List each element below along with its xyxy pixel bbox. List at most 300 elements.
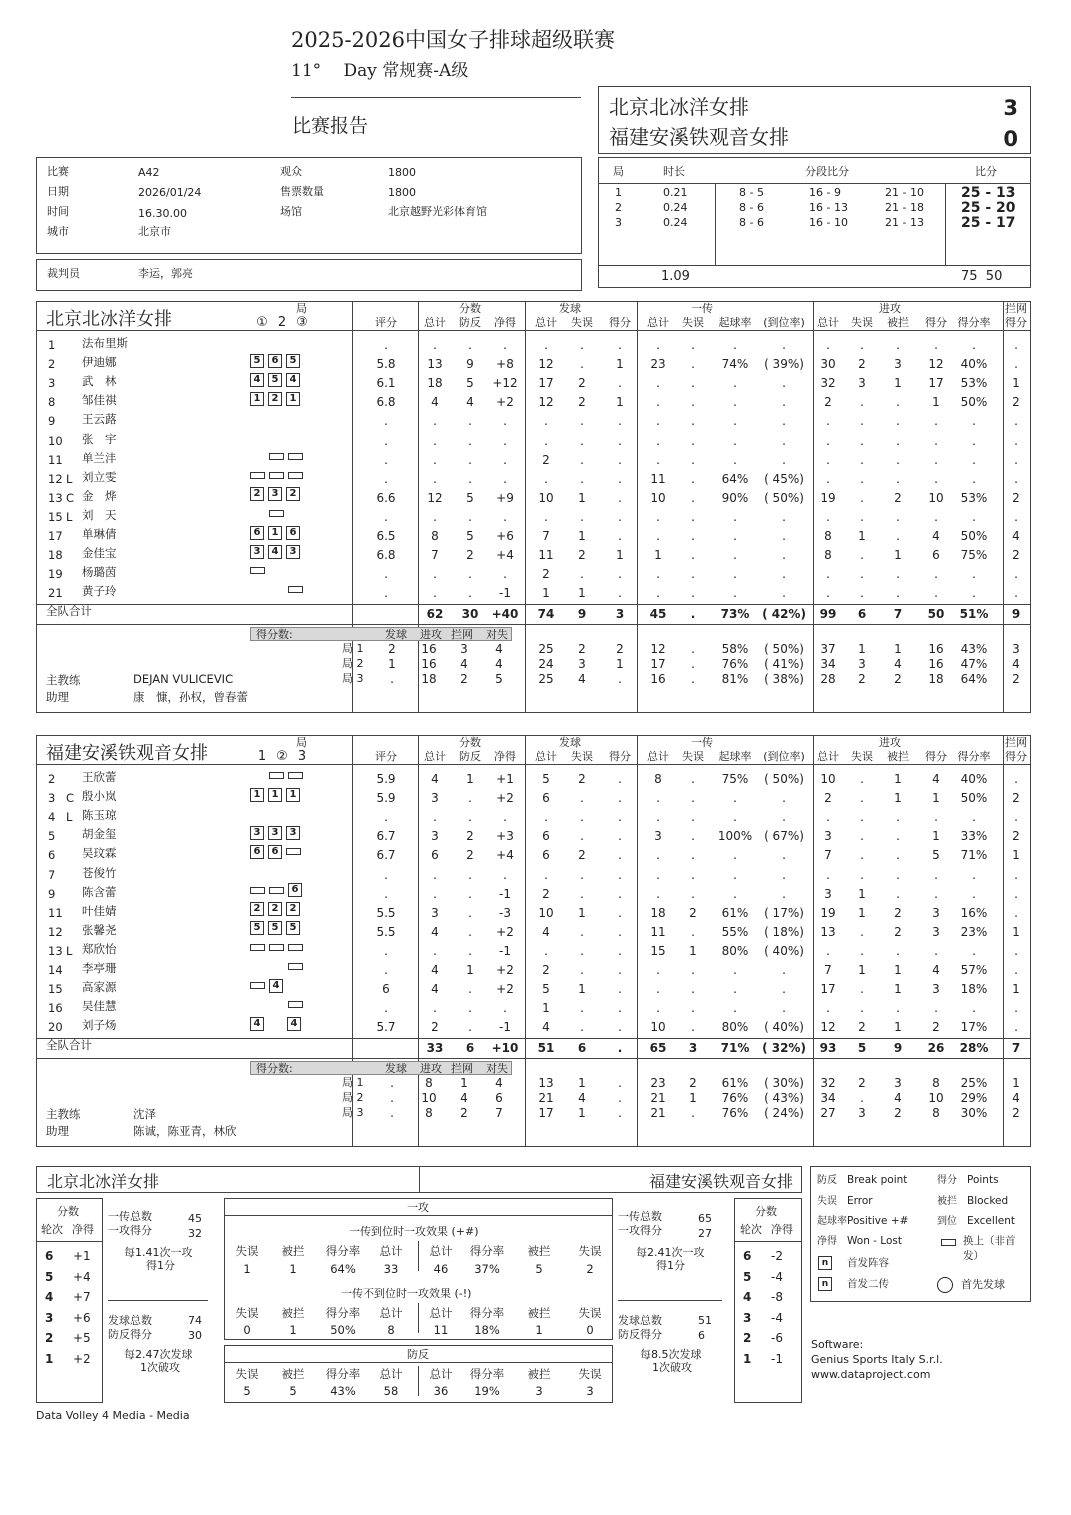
serve-err: . — [580, 338, 584, 352]
serve-pts: . — [618, 848, 622, 863]
partial-21: 21 - 13 — [885, 216, 924, 229]
player-name: 邹佳祺 — [82, 393, 117, 408]
points-bp: 4 — [466, 395, 474, 410]
att-pct: . — [972, 452, 976, 467]
att-err: . — [860, 791, 864, 806]
player-sets — [250, 1016, 305, 1031]
recv-pos: . — [733, 395, 737, 410]
block-pts: . — [1014, 452, 1018, 467]
legend-value: 首先发球 — [961, 1278, 1005, 1291]
att-total: 7 — [824, 848, 832, 863]
mid-header: 得分率 — [469, 1306, 505, 1320]
set-att: 27 — [820, 1106, 836, 1121]
set-att-pct: 25% — [960, 1076, 988, 1091]
serve-total: 12 — [538, 357, 554, 372]
player-name: 单琳倩 — [82, 527, 117, 541]
att-total: 2 — [824, 395, 832, 410]
serve-pts: . — [618, 963, 622, 977]
sets-h-partial: 分段比分 — [805, 165, 849, 178]
set-recv-err: 2 — [689, 1076, 697, 1091]
total-att: 99 — [819, 607, 837, 622]
start-position: 3 — [286, 826, 300, 840]
recv-exc: . — [782, 529, 786, 543]
recv-total: 1 — [654, 548, 662, 563]
set-header: 局 — [296, 736, 307, 749]
player-name: 郑欣怡 — [82, 941, 117, 956]
vote: . — [384, 586, 388, 601]
vote: 6.7 — [376, 829, 396, 844]
points-total: . — [433, 452, 437, 467]
att-err: 1 — [858, 963, 866, 977]
h-r-err: 失误 — [682, 316, 704, 329]
att-pts: . — [934, 471, 938, 486]
set-recv: 16 — [650, 672, 666, 687]
serve-err: . — [580, 963, 584, 977]
set-att-err: 3 — [858, 657, 866, 672]
block-pts: . — [1014, 810, 1018, 825]
score-team1-name: 北京北冰洋女排 — [609, 95, 749, 119]
block-pts: . — [1014, 772, 1018, 786]
set-att-pts: 16 — [928, 657, 944, 672]
att-pct: . — [972, 567, 976, 582]
set-recv-pos: 76% — [721, 1106, 749, 1121]
block-pts: . — [1014, 963, 1018, 977]
player-number: 6 — [48, 848, 56, 863]
player-sets — [250, 506, 307, 520]
player-number: 15 — [48, 509, 63, 524]
total-duration: 1.09 — [661, 269, 690, 284]
rotation-net: +7 — [73, 1290, 91, 1304]
att-pts: . — [934, 567, 938, 582]
match-info-box — [36, 157, 582, 254]
att-err: 1 — [858, 529, 866, 543]
recv-err: . — [691, 963, 695, 977]
date-label: 日期 — [47, 185, 69, 198]
att-blo: . — [896, 338, 900, 352]
mid-header: 失误 — [235, 1306, 259, 1320]
set-recv-exc: ( 41%) — [764, 657, 804, 672]
pf-att: 10 — [421, 1091, 437, 1106]
player-sets — [250, 582, 307, 596]
block-pts: . — [1014, 905, 1018, 920]
points-bp: . — [468, 905, 472, 920]
serve-err: . — [580, 943, 584, 958]
set-serve: 25 — [538, 642, 554, 657]
att-blo: 1 — [894, 982, 902, 997]
block-pts: 2 — [1012, 829, 1020, 844]
vote: 6.8 — [376, 395, 396, 410]
set-att-pct: 43% — [960, 642, 988, 657]
mid-row-defense: 58 — [383, 1384, 399, 1398]
set-recv: 21 — [650, 1091, 666, 1106]
set-serve-err: 1 — [578, 1106, 586, 1121]
att-err: . — [860, 943, 864, 958]
set-att: 32 — [820, 1076, 836, 1091]
points-total: . — [433, 338, 437, 352]
recv-exc: . — [782, 963, 786, 977]
team2-name: 福建安溪铁观音女排 — [46, 743, 208, 764]
start-position: 6 — [250, 845, 264, 859]
mid-header: 总计 — [429, 1367, 453, 1381]
legend-value: Blocked — [967, 1195, 1009, 1207]
player-number: 13 — [48, 490, 63, 505]
mid-header: 失误 — [578, 1244, 602, 1258]
att-err: . — [860, 924, 864, 939]
serve-pts: . — [618, 810, 622, 825]
player-name: 金 烨 — [82, 488, 117, 503]
att-err: . — [860, 452, 864, 467]
set-serve: 21 — [538, 1091, 554, 1106]
recv-err: . — [691, 338, 695, 352]
serve-pts: . — [618, 905, 622, 920]
software-url: www.dataproject.com — [811, 1368, 931, 1381]
set-serve: 13 — [538, 1076, 554, 1091]
total-serve-pts: 3 — [615, 607, 625, 622]
points-total: 3 — [431, 905, 439, 920]
serve-total: . — [544, 414, 548, 429]
start-position: 5 — [286, 921, 300, 935]
att-pts: 17 — [928, 376, 944, 391]
serve-err: . — [580, 452, 584, 467]
serve-err: 1 — [578, 529, 586, 543]
vote: . — [384, 1001, 388, 1016]
serve-err: 2 — [578, 395, 586, 410]
att-blo: . — [896, 943, 900, 958]
report-title: 比赛报告 — [292, 115, 369, 137]
recv-exc: ( 17%) — [764, 905, 804, 920]
points-bp: . — [468, 586, 472, 601]
points-bp: . — [468, 810, 472, 825]
mid-row-good: 64% — [330, 1262, 356, 1276]
block-pts: . — [1014, 338, 1018, 352]
vote: 5.9 — [376, 791, 396, 806]
start-position: 5 — [250, 354, 264, 368]
pf-serve: . — [390, 1106, 394, 1121]
recv-exc: ( 40%) — [764, 943, 804, 958]
recv-exc: . — [782, 586, 786, 601]
att-blo: 2 — [894, 905, 902, 920]
sub-marker — [269, 887, 284, 894]
legend-value: 换上（非首发） — [963, 1235, 1016, 1262]
defense-box — [224, 1345, 613, 1403]
points-bp: 9 — [466, 357, 474, 372]
h-att: 进攻 — [879, 736, 901, 749]
points-total: . — [433, 433, 437, 448]
att-blo: 1 — [894, 963, 902, 977]
set-serve-err: 1 — [578, 1076, 586, 1091]
att-err: . — [860, 338, 864, 352]
mid-row-bad: 18% — [474, 1323, 500, 1337]
h-s-err: 失误 — [571, 316, 593, 329]
partial-16: 16 - 13 — [809, 201, 848, 214]
h-points: 分数 — [459, 736, 481, 749]
set-row-label: 局 1 — [342, 642, 364, 656]
rotation-net: +1 — [73, 1249, 91, 1263]
vote: . — [384, 433, 388, 448]
player-sets — [250, 487, 304, 502]
player-number: 16 — [48, 1001, 63, 1016]
att-pct: . — [972, 943, 976, 958]
start-position: 5 — [268, 373, 282, 387]
start-position-icon: n — [818, 1277, 832, 1291]
player-number: 7 — [48, 867, 56, 882]
total-att-pct: 28% — [959, 1041, 989, 1056]
vote: 5.8 — [376, 357, 396, 372]
vote: 5.9 — [376, 772, 396, 786]
recv-err: 1 — [689, 943, 697, 958]
sets-table — [598, 157, 1031, 288]
pf-opp: 4 — [495, 642, 503, 657]
partial-8: 8 - 5 — [739, 186, 764, 199]
att-pct: 33% — [960, 829, 988, 844]
t1-ratio2: 每2.47次发球 — [124, 1348, 193, 1361]
start-position: 4 — [268, 545, 282, 559]
start-position: 3 — [250, 545, 264, 559]
recv-total: . — [656, 848, 660, 863]
block-pts: . — [1014, 471, 1018, 486]
recv-exc: ( 67%) — [764, 829, 804, 844]
h-blk: 拦网 — [1005, 302, 1027, 315]
player-sets — [250, 806, 307, 820]
recv-total: 23 — [650, 357, 666, 372]
serve-pts: . — [618, 924, 622, 939]
mid-row-bad: 11 — [433, 1323, 449, 1337]
att-total: 7 — [824, 963, 832, 977]
rotation-net: -4 — [771, 1269, 783, 1284]
mid-row-bad: 0 — [586, 1323, 594, 1337]
set-serve-pts: 2 — [616, 642, 624, 657]
serve-err: 2 — [578, 548, 586, 563]
match-date: 2026/01/24 — [138, 186, 202, 199]
serve-total: . — [544, 943, 548, 958]
player-name: 杨璐茵 — [82, 565, 117, 580]
player-name: 刘 天 — [82, 507, 117, 522]
att-pct: . — [972, 1001, 976, 1016]
set-duration: 0.21 — [663, 186, 688, 199]
sub-marker — [286, 848, 301, 855]
t1-recv-total-label: 一传总数 — [108, 1210, 152, 1223]
recv-pos: 75% — [721, 772, 749, 786]
rotation-number: 5 — [45, 1269, 54, 1284]
h-s-err: 失误 — [571, 750, 593, 763]
block-pts: . — [1014, 567, 1018, 582]
h-a-pts: 得分 — [925, 316, 947, 329]
serve-err: 2 — [578, 376, 586, 391]
total-bp: 30 — [461, 607, 479, 622]
player-role: C — [66, 791, 75, 806]
att-total: 13 — [820, 924, 836, 939]
set-score: 25 - 17 — [961, 215, 1016, 231]
block-pts: 1 — [1012, 376, 1020, 391]
points-bp: . — [468, 433, 472, 448]
mid-row-defense: 36 — [433, 1384, 449, 1398]
match-label: 比赛 — [47, 165, 69, 178]
legend-box — [810, 1166, 1031, 1302]
player-number: 2 — [48, 357, 56, 372]
mid-header: 总计 — [429, 1306, 453, 1320]
sub-marker — [250, 567, 265, 574]
recv-pos: 80% — [721, 943, 749, 958]
h-r-exc: (到位率) — [763, 750, 805, 763]
total-recv: 45 — [649, 607, 667, 622]
recv-exc: . — [782, 886, 786, 901]
h-s-total: 总计 — [535, 750, 557, 763]
att-blo: . — [896, 829, 900, 844]
serve-total: 2 — [542, 886, 550, 901]
total-block: 9 — [1011, 607, 1021, 622]
att-err: . — [860, 810, 864, 825]
mid-row-bad: 0 — [243, 1323, 251, 1337]
player-name: 张 宇 — [82, 431, 117, 446]
serve-total: 5 — [542, 772, 550, 786]
att-pts: 4 — [932, 529, 940, 543]
start-position: 1 — [286, 392, 300, 406]
set-att: 28 — [820, 672, 836, 687]
att-total: 8 — [824, 548, 832, 563]
player-sets — [250, 430, 307, 444]
serve-pts: . — [618, 414, 622, 429]
pf-blk-h: 拦网 — [451, 1062, 473, 1076]
att-pct: . — [972, 886, 976, 901]
att-err: . — [860, 567, 864, 582]
recv-total: . — [656, 529, 660, 543]
recv-total: . — [656, 509, 660, 524]
att-pts: 1 — [932, 829, 940, 844]
sub-marker — [250, 472, 265, 479]
serve-total: 2 — [542, 452, 550, 467]
att-blo: . — [896, 886, 900, 901]
h-a-blo: 被拦 — [887, 316, 909, 329]
legend-value: Won - Lost — [847, 1235, 902, 1247]
rotation-number: 2 — [743, 1331, 752, 1345]
recv-pos: 64% — [721, 471, 749, 486]
set-recv-pos: 81% — [721, 672, 749, 687]
divider — [291, 97, 581, 98]
recv-total: 10 — [650, 1020, 666, 1035]
points-total: . — [433, 509, 437, 524]
vote: 6.8 — [376, 548, 396, 563]
player-sets — [250, 978, 306, 993]
coach-label: 主教练 — [46, 1107, 81, 1122]
block-pts: . — [1014, 433, 1018, 448]
recv-pos: . — [733, 963, 737, 977]
recv-pos: 80% — [721, 1020, 749, 1035]
serve-total: 12 — [538, 395, 554, 410]
att-total: . — [826, 586, 830, 601]
points-wl: +4 — [496, 848, 514, 863]
recv-err: . — [691, 772, 695, 786]
t2-fa-label: 一攻得分 — [618, 1224, 662, 1237]
serve-pts: . — [618, 567, 622, 582]
player-name: 张馨尧 — [82, 922, 117, 937]
coach-name: 沈泽 — [133, 1107, 156, 1122]
player-sets — [250, 825, 304, 840]
att-pts: . — [934, 586, 938, 601]
points-wl: . — [503, 1001, 507, 1016]
start-position: 1 — [286, 788, 300, 802]
recv-total: 15 — [650, 943, 666, 958]
player-number: 21 — [48, 586, 63, 601]
recv-pos: . — [733, 414, 737, 429]
serve-total: 2 — [542, 567, 550, 582]
serve-pts: 1 — [616, 395, 624, 410]
points-wl: +9 — [496, 490, 514, 505]
recv-pos: . — [733, 433, 737, 448]
recv-total: . — [656, 586, 660, 601]
pf-blk: 2 — [460, 1106, 468, 1121]
divider — [36, 1038, 1031, 1039]
points-bp: . — [468, 867, 472, 882]
set-att-err: 3 — [858, 1106, 866, 1121]
rotation-net: -4 — [771, 1310, 783, 1325]
att-pts: 3 — [932, 905, 940, 920]
att-total: 12 — [820, 1020, 836, 1035]
start-position: 6 — [268, 354, 282, 368]
first-serve-icon — [937, 1277, 953, 1293]
player-name: 陈含蕾 — [82, 884, 117, 899]
recv-err: . — [691, 586, 695, 601]
serve-err: . — [580, 509, 584, 524]
start-position: 3 — [268, 487, 282, 501]
serve-err: 2 — [578, 848, 586, 863]
t2-serve-total-label: 发球总数 — [618, 1314, 662, 1327]
time-label: 时间 — [47, 205, 69, 218]
sets-h-duration: 时长 — [663, 165, 685, 178]
player-name: 单兰沣 — [82, 450, 117, 465]
rotation-team2 — [734, 1198, 802, 1403]
serve-pts: . — [618, 1001, 622, 1016]
att-pct: 50% — [960, 529, 988, 543]
att-pct: 71% — [960, 848, 988, 863]
sets-h-score: 比分 — [975, 165, 997, 178]
set-recv-err: . — [691, 672, 695, 687]
legend-value: Excellent — [967, 1215, 1015, 1227]
set-header: 局 — [296, 302, 307, 315]
partial-21: 21 - 10 — [885, 186, 924, 199]
set-att: 34 — [820, 657, 836, 672]
att-pts: . — [934, 943, 938, 958]
serve-pts: . — [618, 471, 622, 486]
recv-total: 3 — [654, 829, 662, 844]
mid-header: 被拦 — [527, 1244, 551, 1258]
set-row-label: 局 3 — [342, 672, 364, 686]
points-wl: . — [503, 471, 507, 486]
points-total: . — [433, 810, 437, 825]
set-recv-err: . — [691, 1106, 695, 1121]
points-total: 4 — [431, 982, 439, 997]
t2-ratio2: 每8.5次发球 — [640, 1348, 702, 1361]
player-role: L — [66, 471, 73, 486]
att-total: . — [826, 509, 830, 524]
recv-err: . — [691, 867, 695, 882]
att-total: 8 — [824, 529, 832, 543]
serve-err: . — [580, 414, 584, 429]
block-pts: . — [1014, 357, 1018, 372]
player-number: 8 — [48, 395, 56, 410]
mid-header: 失误 — [235, 1367, 259, 1381]
legend-key: 起球率 — [817, 1216, 847, 1227]
points-bp: 2 — [466, 848, 474, 863]
t1-ratio2b: 1次破攻 — [140, 1361, 180, 1374]
recv-err: . — [691, 529, 695, 543]
vote: 6 — [382, 982, 390, 997]
h-recv: 一传 — [691, 736, 713, 749]
h-p-total: 总计 — [424, 316, 446, 329]
serve-pts: . — [618, 509, 622, 524]
pf-serve: . — [390, 1091, 394, 1106]
mid-header: 被拦 — [527, 1367, 551, 1381]
att-blo: . — [896, 567, 900, 582]
